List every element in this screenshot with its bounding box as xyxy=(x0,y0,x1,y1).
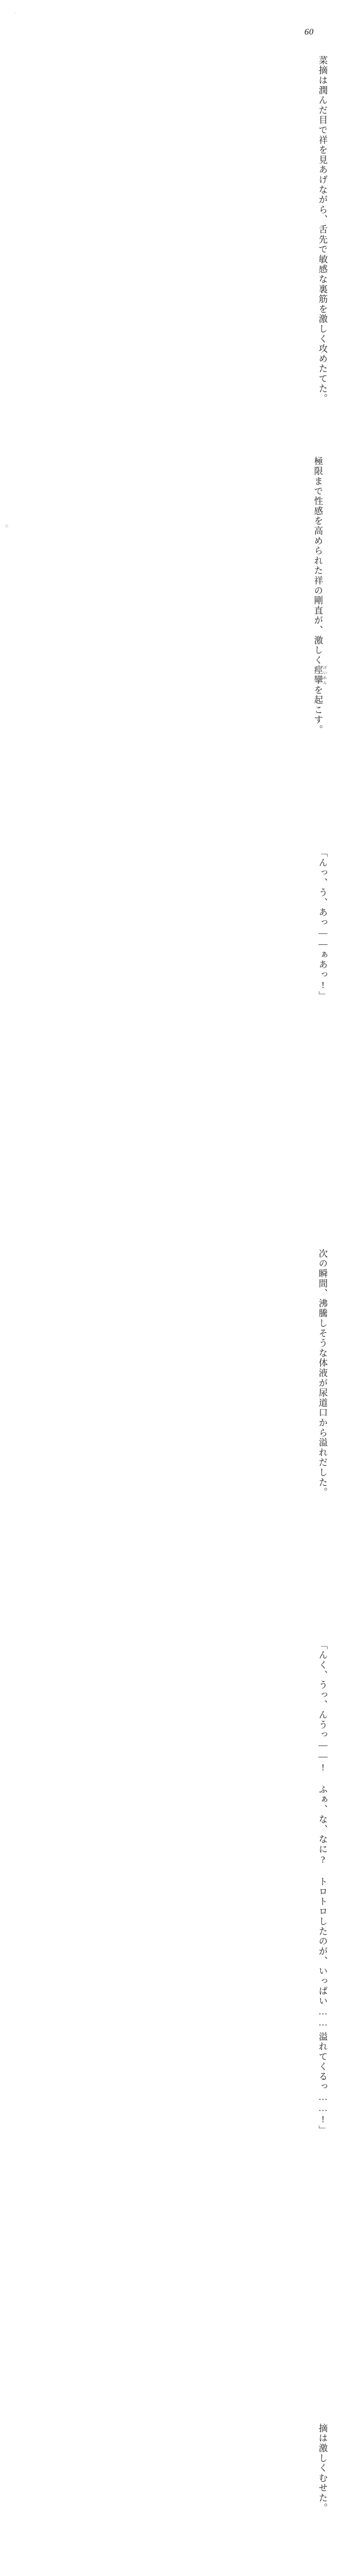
text-line: 菜摘は潤んだ目で祥を見あげながら、舌先で敏感な裏筋を激しく攻めたてた。 xyxy=(318,56,328,404)
text-line: 「んっ、う、あっ——ぁあっ!」 xyxy=(318,848,328,1001)
vertical-text-body xyxy=(33,56,328,2513)
text-line: 溢れてくるっ……!」 xyxy=(318,2032,328,2136)
text-line: 摘は激しくむせた。 xyxy=(318,2424,328,2513)
text-line: 次の瞬間、沸騰しそうな体液が尿道口から溢れだした。 xyxy=(318,1249,328,1498)
corner-scan-artifact: · xyxy=(14,11,16,16)
text-line: 極限まで性感を高められた祥の剛直が、激しく痙攣けいれんを起こす。 xyxy=(313,456,328,735)
edge-scan-artifact xyxy=(5,524,8,528)
page-number: 60 xyxy=(304,27,314,37)
text-line: 「んく、うっ、んうっ——! ふぁ、な、なに? トロトロしたのが、いっぱい…… xyxy=(318,1640,328,2029)
